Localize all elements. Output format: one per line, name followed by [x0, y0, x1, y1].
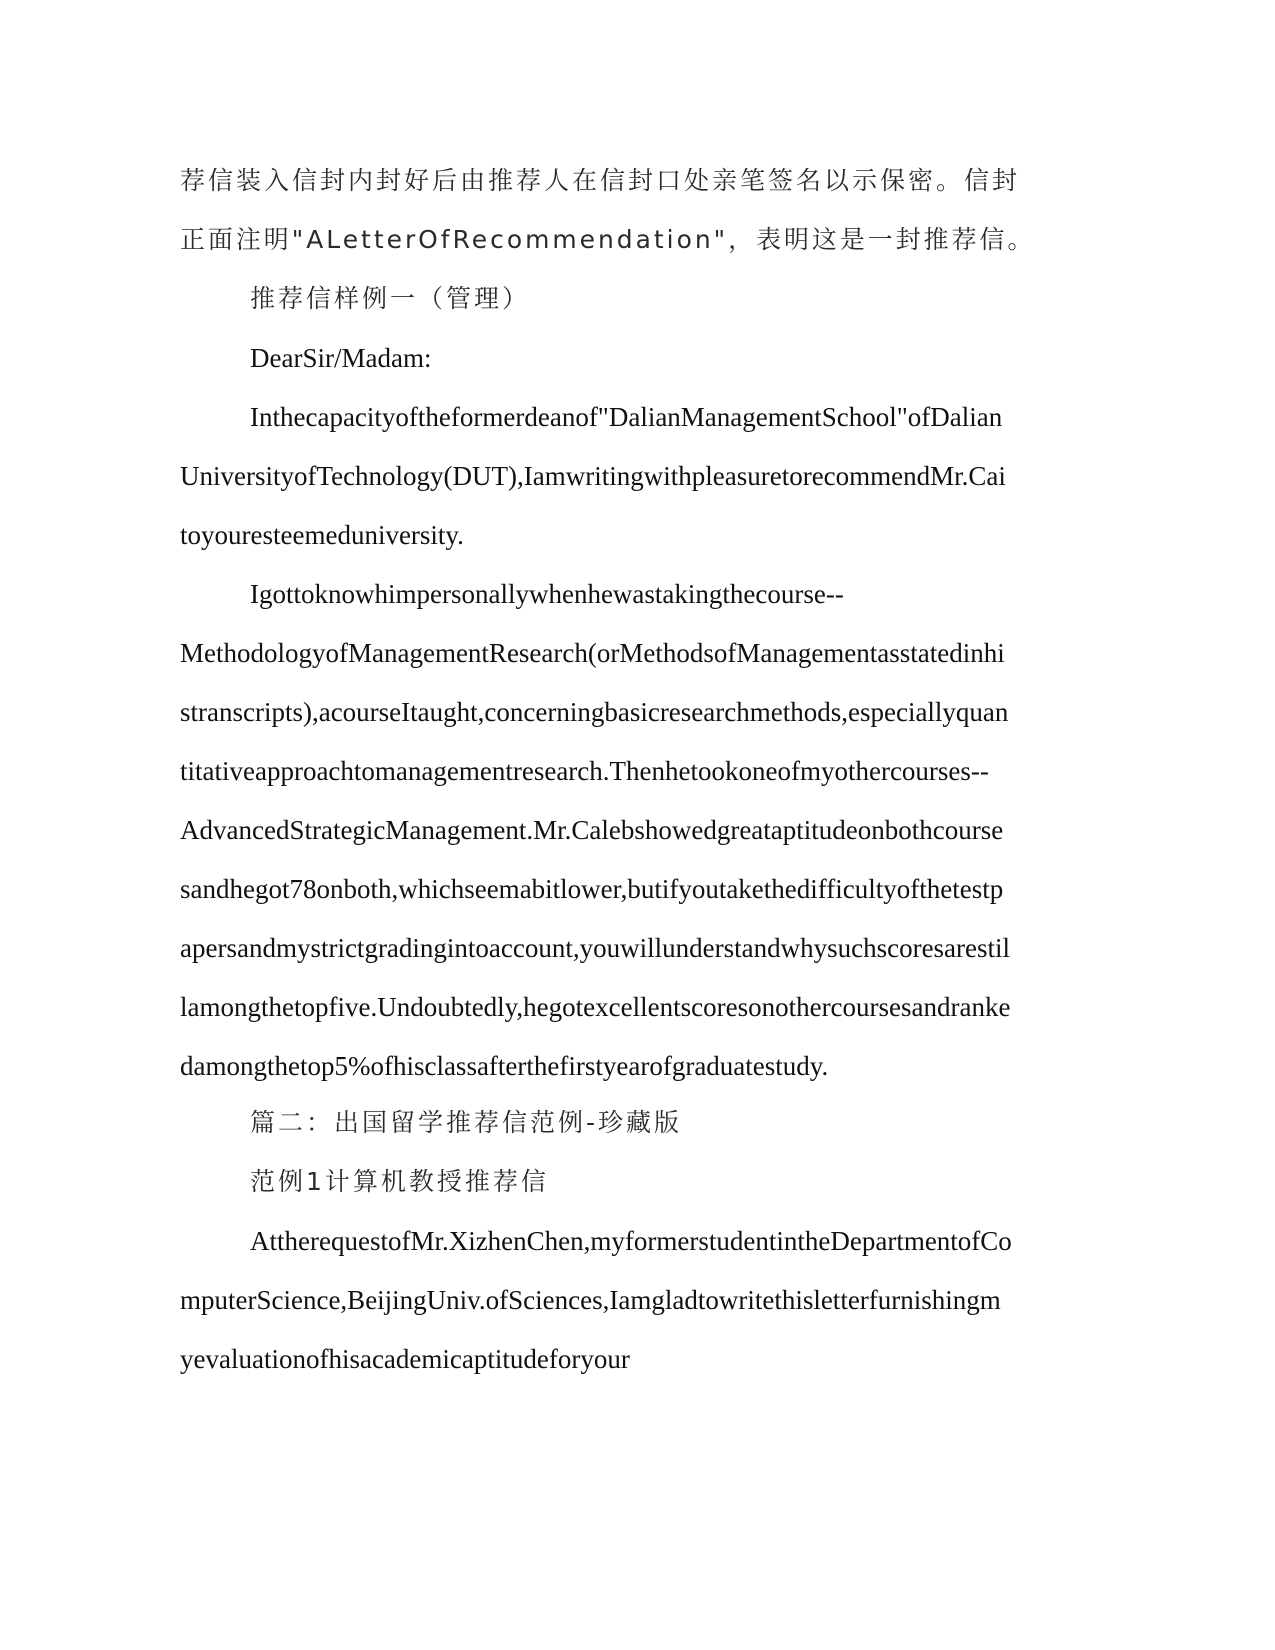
paragraph-line: MethodologyofManagementResearch(orMethodsofManagementasstatedinhi: [180, 638, 1005, 668]
section-heading-sample-one: 推荐信样例一（管理）: [250, 284, 531, 313]
paragraph-line: stranscripts),acourseItaught,concerningbasicresearchmethods,especiallyquan: [180, 697, 1009, 727]
paragraph-line: Igottoknowhimpersonallywhenhewastakingthecourse--: [250, 579, 844, 609]
paragraph-line: Inthecapacityoftheformerdeanof"DalianManagementSchool"ofDalian: [250, 402, 1003, 432]
paragraph-line: AttherequestofMr.XizhenChen,myformerstudentintheDepartmentofCo: [250, 1226, 1012, 1256]
text-line-envelope-note: 正面注明"ALetterOfRecommendation"，表明这是一封推荐信。: [180, 225, 1036, 254]
paragraph-line: damongthetop5%ofhisclassafterthefirstyearofgraduatestudy.: [180, 1051, 829, 1081]
paragraph-line: yevaluationofhisacademicaptitudeforyour: [180, 1344, 630, 1374]
paragraph-line: AdvancedStrategicManagement.Mr.Calebshowedgreataptitudeonbothcourse: [180, 815, 1004, 845]
paragraph-line: toyouresteemeduniversity.: [180, 520, 464, 550]
text-line-confidentiality: 荐信装入信封内封好后由推荐人在信封口处亲笔签名以示保密。信封: [180, 166, 1021, 195]
paragraph-line: apersandmystrictgradingintoaccount,youwillunderstandwhysuchscoresarestil: [180, 933, 1011, 963]
paragraph-line: mputerScience,BeijingUniv.ofSciences,Iamgladtowritethisletterfurnishingm: [180, 1285, 1001, 1315]
section-heading-example-one: 范例1计算机教授推荐信: [250, 1167, 549, 1196]
paragraph-line: titativeapproachtomanagementresearch.Thenhetookoneofmyothercourses--: [180, 756, 989, 786]
paragraph-line: lamongthetopfive.Undoubtedly,hegotexcellentscoresonothercoursesandranke: [180, 992, 1011, 1022]
letter-salutation: DearSir/Madam:: [250, 343, 432, 373]
paragraph-line: UniversityofTechnology(DUT),IamwritingwithpleasuretorecommendMr.Cai: [180, 461, 1006, 491]
paragraph-line: sandhegot78onboth,whichseemabitlower,butifyoutakethedifficultyofthetestp: [180, 874, 1004, 904]
section-heading-part-two: 篇二：出国留学推荐信范例-珍藏版: [250, 1108, 683, 1137]
